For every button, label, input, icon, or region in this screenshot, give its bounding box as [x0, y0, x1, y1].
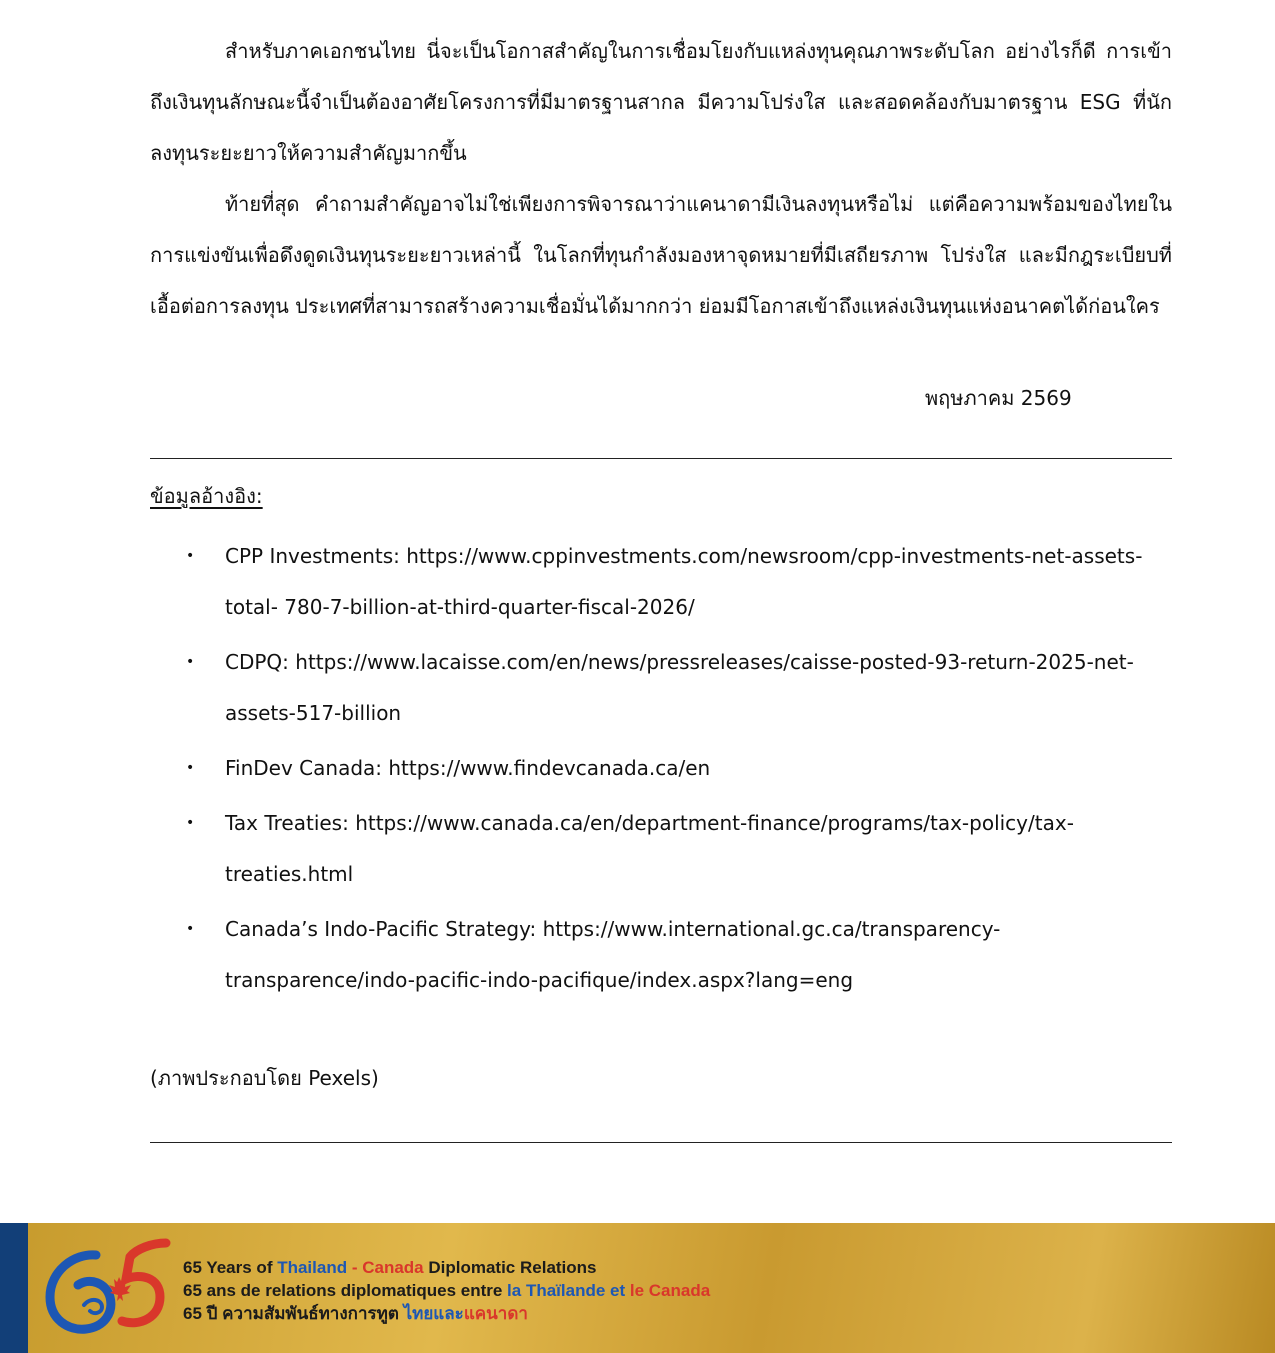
footer-country-thailand: Thailand — [277, 1258, 348, 1277]
reference-text[interactable]: Tax Treaties: https://www.canada.ca/en/department-finance/programs/tax-policy/tax-treaties.html — [225, 811, 1074, 886]
document-page — [150, 0, 1172, 1090]
divider-top — [150, 458, 1172, 459]
reference-text[interactable]: CPP Investments: https://www.cppinvestments.com/newsroom/cpp-investments-net-assets-total- 780-7-billion-at-third-quarter-fiscal-2026/ — [225, 544, 1143, 619]
footer-country-thailand: ไทยและ — [403, 1304, 464, 1323]
footer-country-canada: le Canada — [629, 1281, 711, 1300]
references-heading: ข้อมูลอ้างอิง: — [150, 484, 263, 508]
footer-text-block — [183, 1256, 710, 1325]
footer-dash: - — [347, 1258, 363, 1277]
bullet-icon: • — [186, 548, 195, 564]
bullet-icon: • — [186, 815, 195, 831]
footer-country-canada: Canada — [362, 1258, 424, 1277]
footer-line-english — [183, 1256, 710, 1279]
footer-text: 65 ปี ความสัมพันธ์ทางการทูต — [183, 1304, 404, 1323]
footer-side-bar — [0, 1223, 28, 1353]
footer-text: 65 Years of — [183, 1258, 278, 1277]
reference-item — [150, 904, 1172, 1006]
reference-text[interactable]: Canada’s Indo-Pacific Strategy: https://www.international.gc.ca/transparency-transparence/indo-pacific-indo-pacifique/index.aspx?lang=eng — [225, 917, 1001, 992]
publication-date: พฤษภาคม 2569 — [925, 386, 1072, 410]
bullet-icon: • — [186, 760, 195, 776]
footer-line-french — [183, 1279, 710, 1302]
body-paragraph-1: สำหรับภาคเอกชนไทย นี่จะเป็นโอกาสสำคัญในการเชื่อมโยงกับแหล่งทุนคุณภาพระดับโลก อย่างไรก็ดี การเข้าถึงเงินทุนลักษณะนี้จำเป็นต้องอาศัยโครงการที่มีมาตรฐานสากล มีความโปร่งใส และสอดคล้องกับมาตรฐาน ESG ที่นักลงทุนระยะยาวให้ความสำคัญมากขึ้น — [150, 39, 1172, 165]
reference-item — [150, 531, 1172, 633]
footer-banner — [0, 1223, 1275, 1353]
body-paragraph-2: ท้ายที่สุด คำถามสำคัญอาจไม่ใช่เพียงการพิจารณาว่าแคนาดามีเงินลงทุนหรือไม่ แต่คือความพร้อมของไทยในการแข่งขันเพื่อดึงดูดเงินทุนระยะยาวเหล่านี้ ในโลกที่ทุนกำลังมองหาจุดหมายที่มีเสถียรภาพ โปร่งใส และมีกฎระเบียบที่เอื้อต่อการลงทุน ประเทศที่สามารถสร้างความเชื่อมั่นได้มากกว่า ย่อมมีโอกาสเข้าถึงแหล่งเงินทุนแห่งอนาคตได้ก่อนใคร — [150, 192, 1172, 318]
65-years-anniversary-logo-icon — [44, 1235, 174, 1335]
footer-text: 65 ans de relations diplomatiques entre — [183, 1281, 508, 1300]
reference-text[interactable]: CDPQ: https://www.lacaisse.com/en/news/pressreleases/caisse-posted-93-return-2025-net-assets-517-billion — [225, 650, 1134, 725]
references-list — [150, 531, 1172, 1010]
reference-item — [150, 637, 1172, 739]
footer-line-thai — [183, 1302, 710, 1325]
footer-country-canada: แคนาดา — [463, 1304, 528, 1323]
divider-bottom — [150, 1142, 1172, 1143]
reference-item — [150, 743, 1172, 794]
reference-text[interactable]: FinDev Canada: https://www.findevcanada.ca/en — [225, 756, 711, 780]
bullet-icon: • — [186, 654, 195, 670]
footer-country-thailand: la Thaïlande et — [507, 1281, 630, 1300]
footer-text: Diplomatic Relations — [423, 1258, 597, 1277]
bullet-icon: • — [186, 921, 195, 937]
reference-item — [150, 798, 1172, 900]
image-credit: (ภาพประกอบโดย Pexels) — [150, 1066, 379, 1090]
